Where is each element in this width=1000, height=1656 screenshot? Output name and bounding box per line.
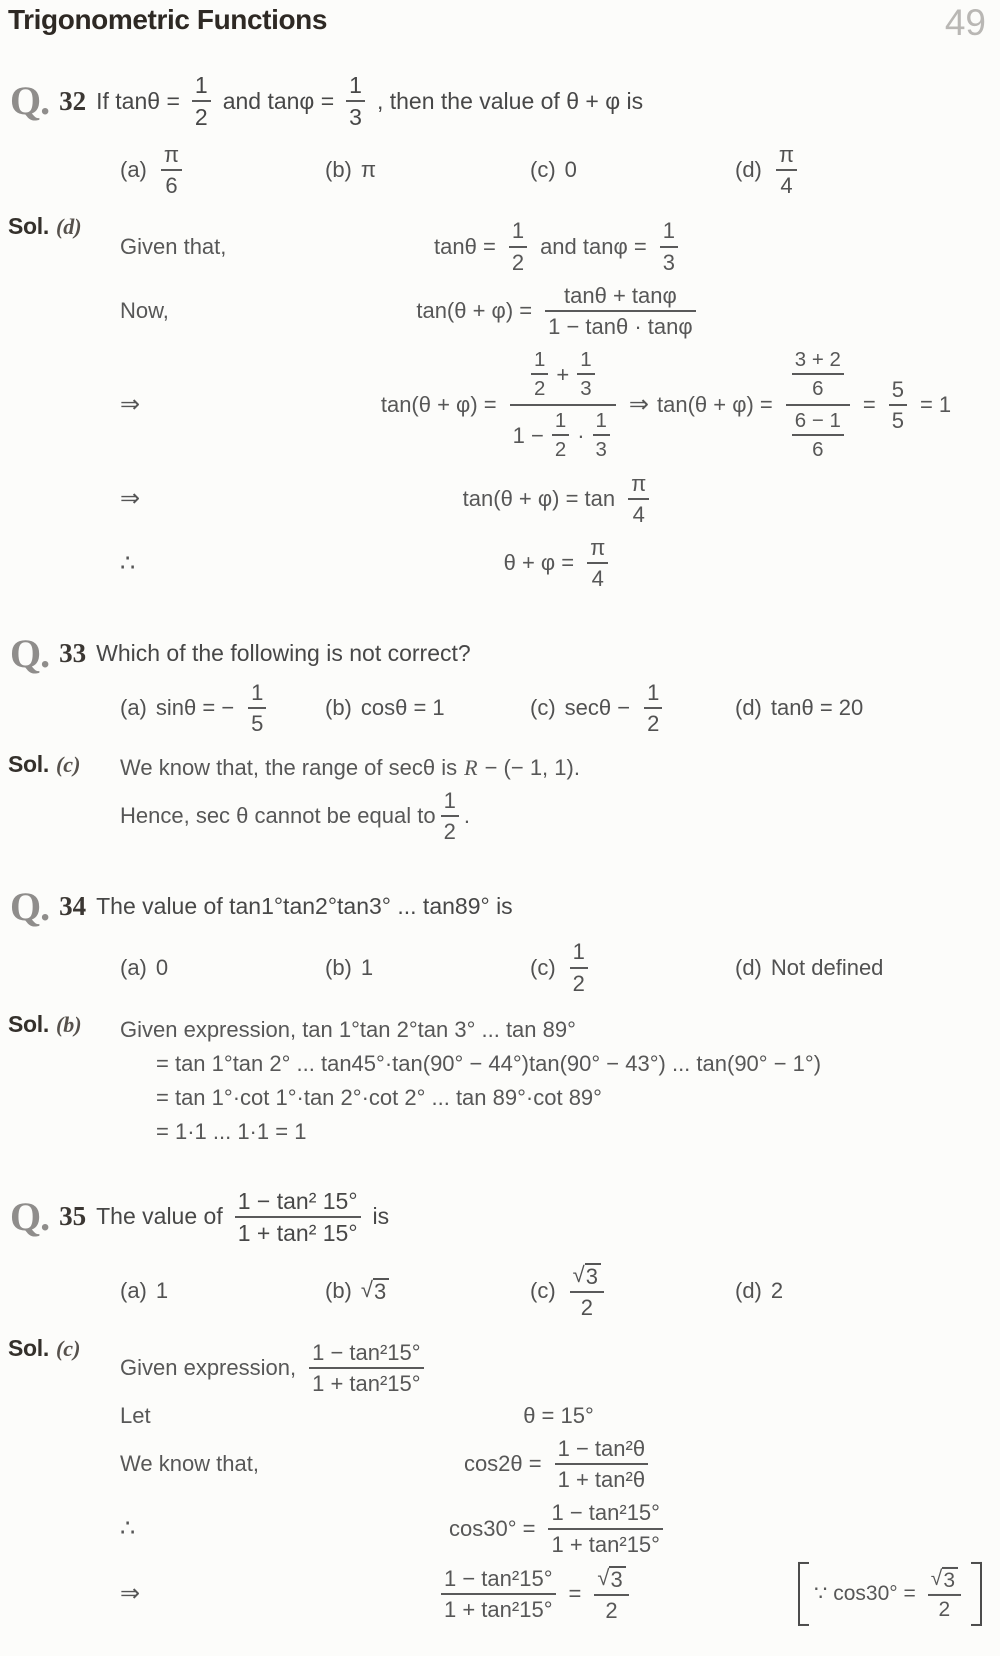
equation-text: cos2θ = — [463, 1451, 542, 1477]
fraction-denominator: 1 + tan² 15° — [237, 1219, 358, 1246]
fraction — [441, 1567, 556, 1621]
fraction-bar — [441, 815, 459, 817]
solution-line: = tan 1°tan 2° ... tan45°·tan(90° − 44°)tan(90° − 43°) ... tan(90° − 1°) — [156, 1050, 822, 1076]
option-value: 2 — [770, 1277, 784, 1303]
fraction-bar — [594, 1594, 628, 1596]
option-value: sinθ = − — [155, 695, 235, 721]
fraction-bar — [552, 434, 569, 436]
fraction — [531, 349, 548, 400]
option-b — [325, 695, 530, 721]
fraction-denominator: 2 — [605, 1597, 618, 1623]
solution-head — [8, 749, 106, 851]
fraction-bar — [628, 498, 649, 500]
fraction-denominator: 3 — [662, 249, 675, 275]
equation — [346, 346, 986, 464]
option-d — [735, 695, 970, 721]
option-label: (b) — [325, 954, 352, 980]
solution-line — [120, 1339, 986, 1397]
solution-text: . — [463, 803, 470, 829]
fraction-numerator: 3 + 2 — [794, 347, 841, 371]
fraction-bar — [587, 562, 608, 564]
page-number: 49 — [944, 2, 986, 43]
fraction-denominator: 6 — [812, 438, 824, 462]
fraction — [570, 1263, 604, 1319]
solution-label: Sol. — [8, 213, 49, 240]
bracket-left — [798, 1562, 809, 1626]
solution-line — [120, 470, 986, 528]
option-label: (d) — [735, 695, 762, 721]
fraction-numerator — [786, 348, 850, 401]
option-label: (b) — [325, 157, 352, 183]
solution-line — [120, 1403, 986, 1429]
fraction — [346, 73, 365, 129]
question-mark: Q. — [10, 1193, 50, 1239]
fraction-numerator: 1 — [595, 408, 607, 432]
fraction-bar — [660, 246, 678, 248]
fraction-numerator: π — [163, 142, 180, 168]
equation-text: tan(θ + φ) = — [657, 391, 773, 417]
fraction-numerator — [570, 1263, 604, 1288]
fraction-denominator: 3 — [595, 438, 607, 462]
stem-text: , then the value of θ + φ is — [376, 87, 644, 114]
solution-text: We know that, the range of secθ is — [120, 755, 458, 781]
fraction-numerator: 1 — [251, 680, 264, 706]
fraction — [545, 284, 696, 338]
fraction-bar — [644, 707, 662, 709]
implies-symbol: ⇒ — [628, 391, 650, 419]
stem-text: If tanθ = — [96, 87, 180, 114]
sqrt — [931, 1567, 958, 1591]
question-block-35 — [8, 1187, 986, 1630]
plus-sign: + — [556, 361, 570, 387]
fraction-numerator: 1 — [349, 72, 362, 98]
option-d — [735, 955, 970, 981]
question-number: 32 — [59, 85, 87, 116]
equation — [346, 1403, 771, 1429]
fraction-bar — [248, 707, 266, 709]
fraction-denominator: 1 − tanθ · tanφ — [548, 313, 693, 339]
option-d — [735, 1278, 970, 1304]
sqrt-value: 3 — [585, 1263, 601, 1288]
fraction-numerator: 1 − tan²θ — [557, 1436, 646, 1462]
option-a — [120, 1278, 325, 1304]
fraction-numerator: 1 — [580, 347, 592, 371]
question-32-head — [10, 71, 986, 131]
option-value: 0 — [564, 157, 577, 183]
fraction-bar — [570, 967, 588, 969]
fraction-denominator: 2 — [572, 970, 585, 996]
equation — [346, 282, 771, 340]
line-label: Let — [120, 1403, 151, 1429]
option-label: (a) — [120, 1277, 147, 1303]
italic-R: R — [464, 755, 478, 781]
solution-34 — [8, 1009, 986, 1153]
solution-answer: (d) — [55, 214, 82, 240]
fraction-numerator: 1 — [662, 218, 675, 244]
dot-sign: · — [577, 422, 585, 448]
equals-sign: = — [568, 1580, 582, 1606]
question-stem — [96, 71, 643, 131]
sqrt-symbol: √ — [572, 1261, 585, 1287]
solution-line: = 1·1 ... 1·1 = 1 — [156, 1118, 307, 1144]
fraction — [309, 1341, 424, 1395]
fraction-bar — [545, 310, 696, 312]
equation — [346, 534, 771, 592]
sqrt-symbol: √ — [360, 1277, 373, 1303]
fraction-bar — [570, 1291, 604, 1293]
fraction — [577, 349, 594, 400]
solution-body — [106, 749, 986, 851]
fraction-bar — [792, 373, 844, 375]
fraction-bar — [786, 404, 850, 406]
fraction-denominator: 1 + tan²15° — [312, 1371, 421, 1397]
options-row — [120, 679, 986, 737]
solution-line — [120, 1435, 986, 1493]
fraction-bar — [441, 1593, 556, 1595]
question-stem: Which of the following is not correct? — [96, 640, 471, 667]
option-b — [325, 157, 530, 183]
option-label: (c) — [530, 954, 556, 980]
fraction — [587, 536, 608, 590]
fraction-denominator: 6 — [165, 173, 178, 199]
fraction-bar — [889, 404, 907, 406]
option-label: (c) — [530, 695, 556, 721]
option-value: 1 — [360, 954, 374, 980]
fraction-bar — [928, 1594, 961, 1596]
fraction-bar — [548, 1528, 663, 1530]
fraction-numerator: 1 − tan²15° — [551, 1500, 660, 1526]
solution-33 — [8, 749, 986, 851]
solution-label: Sol. — [8, 1010, 49, 1037]
sqrt — [597, 1566, 625, 1591]
fraction-denominator: 2 — [194, 104, 208, 131]
line-label: Given that, — [120, 233, 227, 259]
option-label: (d) — [735, 157, 762, 183]
solution-answer: (c) — [55, 752, 81, 778]
option-label: (b) — [325, 695, 352, 721]
fraction — [555, 1437, 648, 1491]
solution-answer: (b) — [55, 1011, 82, 1037]
fraction-denominator: 4 — [591, 566, 604, 591]
solution-body — [106, 1009, 986, 1153]
fraction-bar — [531, 373, 548, 375]
fraction — [776, 143, 797, 197]
implies-symbol: ⇒ — [120, 391, 141, 419]
fraction-denominator: 1 + tan²θ — [557, 1467, 646, 1493]
fraction — [628, 472, 649, 526]
equation-text: tan(θ + φ) = — [416, 297, 533, 323]
fraction — [235, 1189, 361, 1245]
fraction-bar — [555, 1463, 648, 1465]
fraction — [792, 349, 844, 400]
solution-line — [120, 1499, 986, 1557]
fraction-numerator: 1 — [533, 347, 546, 371]
stem-text: The value of — [96, 1203, 223, 1230]
fraction-denominator: 2 — [647, 711, 660, 737]
stem-text: is — [372, 1203, 390, 1230]
fraction — [510, 348, 616, 462]
note-body — [809, 1562, 971, 1626]
fraction-denominator: 2 — [554, 438, 567, 462]
fraction-numerator — [928, 1567, 961, 1591]
fraction — [248, 681, 266, 735]
fraction — [792, 410, 844, 461]
fraction — [552, 410, 569, 461]
fraction-numerator: 1 — [647, 680, 660, 706]
solution-35 — [8, 1333, 986, 1630]
fraction-bar — [509, 246, 527, 248]
fraction — [192, 73, 211, 129]
fraction-denominator: 3 — [580, 377, 592, 401]
implies-symbol: ⇒ — [120, 485, 141, 513]
fraction-numerator: π — [631, 470, 647, 496]
fraction-bar — [776, 169, 797, 171]
question-number: 34 — [59, 891, 87, 922]
fraction-denominator: 2 — [938, 1597, 951, 1621]
sqrt-value: 3 — [373, 1278, 389, 1303]
fraction-bar — [577, 373, 594, 375]
equals-sign: = — [862, 391, 876, 417]
fraction — [570, 940, 588, 994]
solution-line — [120, 282, 986, 340]
fraction-denominator: 4 — [780, 173, 793, 199]
equation — [346, 470, 771, 528]
option-c — [530, 679, 735, 737]
question-mark: Q. — [10, 630, 50, 676]
option-value: tanθ = 20 — [770, 695, 864, 721]
solution-label: Sol. — [8, 1335, 49, 1362]
fraction-numerator: 1 — [194, 72, 208, 98]
question-34-head — [10, 883, 986, 929]
fraction-bar — [309, 1367, 424, 1369]
line-label: We know that, — [120, 1451, 259, 1477]
equation-text: tanθ = — [434, 233, 496, 259]
solution-label: Sol. — [8, 751, 49, 778]
fraction — [593, 410, 610, 461]
solution-body — [106, 211, 986, 598]
solution-head — [8, 1009, 106, 1153]
fraction-denominator — [786, 409, 850, 462]
equation — [346, 217, 771, 275]
fraction-numerator: tanθ + tanφ — [564, 282, 677, 308]
question-stem: The value of tan1°tan2°tan3° ... tan89° is — [96, 893, 513, 920]
fraction-denominator: 5 — [891, 407, 904, 433]
fraction-numerator: π — [778, 142, 795, 168]
fraction — [786, 348, 850, 462]
therefore-symbol: ∴ — [120, 549, 136, 577]
question-number: 33 — [59, 638, 87, 669]
fraction-numerator: 1 — [443, 788, 456, 814]
question-block-32 — [8, 71, 986, 598]
sqrt-symbol: √ — [597, 1564, 610, 1590]
fraction-numerator: 1 — [572, 939, 585, 965]
option-value: cosθ = 1 — [360, 695, 445, 721]
solution-text: Hence, sec θ cannot be equal to — [120, 803, 436, 829]
solution-line — [120, 346, 986, 464]
question-stem — [96, 1187, 389, 1247]
fraction-numerator: 1 — [511, 218, 525, 244]
option-value: 1 — [155, 1277, 169, 1303]
fraction-bar — [593, 434, 610, 436]
fraction-denominator: 2 — [580, 1294, 593, 1320]
fraction — [928, 1567, 961, 1621]
page-title: Trigonometric Functions — [8, 4, 328, 35]
fraction-numerator: 1 − tan²15° — [312, 1340, 421, 1366]
equation-text: θ = 15° — [523, 1403, 594, 1429]
option-label: (c) — [530, 1277, 556, 1303]
option-label: (d) — [735, 1277, 762, 1303]
option-value: secθ − — [564, 695, 631, 721]
equation-text: 1 − — [512, 422, 544, 448]
solution-line — [120, 1564, 986, 1624]
option-c — [530, 157, 735, 183]
fraction-denominator: 3 — [349, 104, 362, 131]
option-label: (d) — [735, 954, 762, 980]
fraction-bar — [192, 100, 211, 102]
solution-answer: (c) — [55, 1336, 81, 1362]
solution-body — [106, 1333, 986, 1630]
fraction — [660, 219, 678, 273]
line-label: Now, — [120, 297, 169, 323]
option-label: (b) — [325, 1277, 352, 1303]
sqrt-symbol: √ — [930, 1566, 943, 1590]
option-label: (c) — [530, 157, 556, 183]
equation-text: = 1 — [919, 391, 952, 417]
fraction-numerator: 5 — [891, 376, 904, 402]
option-value: 0 — [155, 954, 169, 980]
option-c — [530, 938, 735, 996]
solution-32 — [8, 211, 986, 598]
options-row — [120, 141, 986, 199]
fraction-denominator: 1 + tan²15° — [551, 1531, 660, 1557]
question-35-head — [10, 1187, 986, 1247]
stem-text: and tanφ = — [222, 87, 335, 114]
option-a — [120, 955, 325, 981]
solution-text: − (− 1, 1). — [484, 755, 580, 781]
options-row — [120, 1261, 986, 1321]
fraction — [594, 1566, 628, 1622]
fraction-bar — [346, 100, 365, 102]
fraction-bar — [161, 169, 182, 171]
options-row — [120, 938, 986, 996]
fraction-numerator: 1 — [554, 408, 567, 432]
sqrt-value: 3 — [942, 1567, 958, 1591]
fraction — [889, 378, 907, 432]
question-block-34 — [8, 883, 986, 1152]
option-c — [530, 1261, 735, 1321]
question-number: 35 — [59, 1201, 87, 1232]
equation-text: cos30° = — [449, 1515, 536, 1541]
solution-head — [8, 1333, 106, 1630]
fraction — [644, 681, 662, 735]
solution-line — [120, 787, 986, 845]
fraction-numerator — [525, 348, 601, 401]
solution-line: = tan 1°·cot 1°·tan 2°·cot 2° ... tan 89°·cot 89° — [156, 1084, 602, 1110]
fraction-numerator — [594, 1566, 628, 1591]
question-33-head — [10, 630, 986, 676]
fraction-bar — [510, 404, 616, 406]
fraction-numerator: 1 − tan²15° — [444, 1565, 553, 1591]
equation-text: tan(θ + φ) = — [380, 391, 497, 417]
fraction — [441, 789, 459, 843]
solution-line: Given expression, tan 1°tan 2°tan 3° ... tan 89° — [120, 1016, 576, 1042]
option-b — [325, 1278, 530, 1304]
sqrt — [573, 1263, 601, 1288]
option-b — [325, 955, 530, 981]
fraction-numerator: 6 − 1 — [794, 408, 841, 432]
option-a — [120, 679, 325, 737]
question-block-33 — [8, 630, 986, 851]
sqrt-value: 3 — [609, 1566, 625, 1591]
fraction-bar — [792, 434, 844, 436]
option-value: π — [360, 157, 377, 183]
solution-head — [8, 211, 106, 598]
fraction-denominator: 1 + tan²15° — [444, 1596, 553, 1622]
option-label: (a) — [120, 695, 147, 721]
fraction-denominator: 2 — [511, 249, 525, 275]
fraction — [161, 143, 182, 197]
option-a — [120, 141, 325, 199]
equation — [346, 1499, 771, 1557]
question-mark: Q. — [10, 883, 50, 929]
equation-text: θ + φ = — [503, 550, 575, 575]
therefore-symbol: ∴ — [120, 1515, 136, 1542]
fraction-denominator: 6 — [812, 377, 824, 401]
equation — [346, 1435, 771, 1493]
equation-text: and tanφ = — [540, 233, 647, 259]
sqrt — [361, 1278, 389, 1303]
option-value: Not defined — [770, 954, 884, 980]
fraction-denominator: 2 — [443, 819, 456, 845]
aside-note — [798, 1562, 982, 1626]
solution-line — [120, 217, 986, 275]
question-mark: Q. — [10, 78, 50, 124]
solution-line — [120, 755, 986, 781]
option-label: (a) — [120, 157, 147, 183]
fraction — [548, 1501, 663, 1555]
fraction-bar — [235, 1216, 361, 1218]
fraction-denominator: 4 — [632, 501, 645, 527]
implies-symbol: ⇒ — [120, 1580, 141, 1608]
equation-text: tan(θ + φ) = tan — [462, 485, 616, 511]
option-d — [735, 141, 970, 199]
fraction-denominator: 5 — [251, 711, 264, 737]
bracket-right — [971, 1562, 982, 1626]
page-header — [8, 4, 986, 41]
fraction-denominator — [510, 409, 616, 462]
fraction — [509, 219, 527, 273]
fraction-numerator: 1 − tan² 15° — [237, 1187, 358, 1214]
line-label: Given expression, — [120, 1355, 297, 1381]
option-label: (a) — [120, 954, 147, 980]
fraction-numerator: π — [590, 534, 606, 560]
fraction-denominator: 2 — [533, 377, 546, 401]
because-symbol: ∵ cos30° = — [814, 1582, 916, 1606]
solution-line — [120, 534, 986, 592]
